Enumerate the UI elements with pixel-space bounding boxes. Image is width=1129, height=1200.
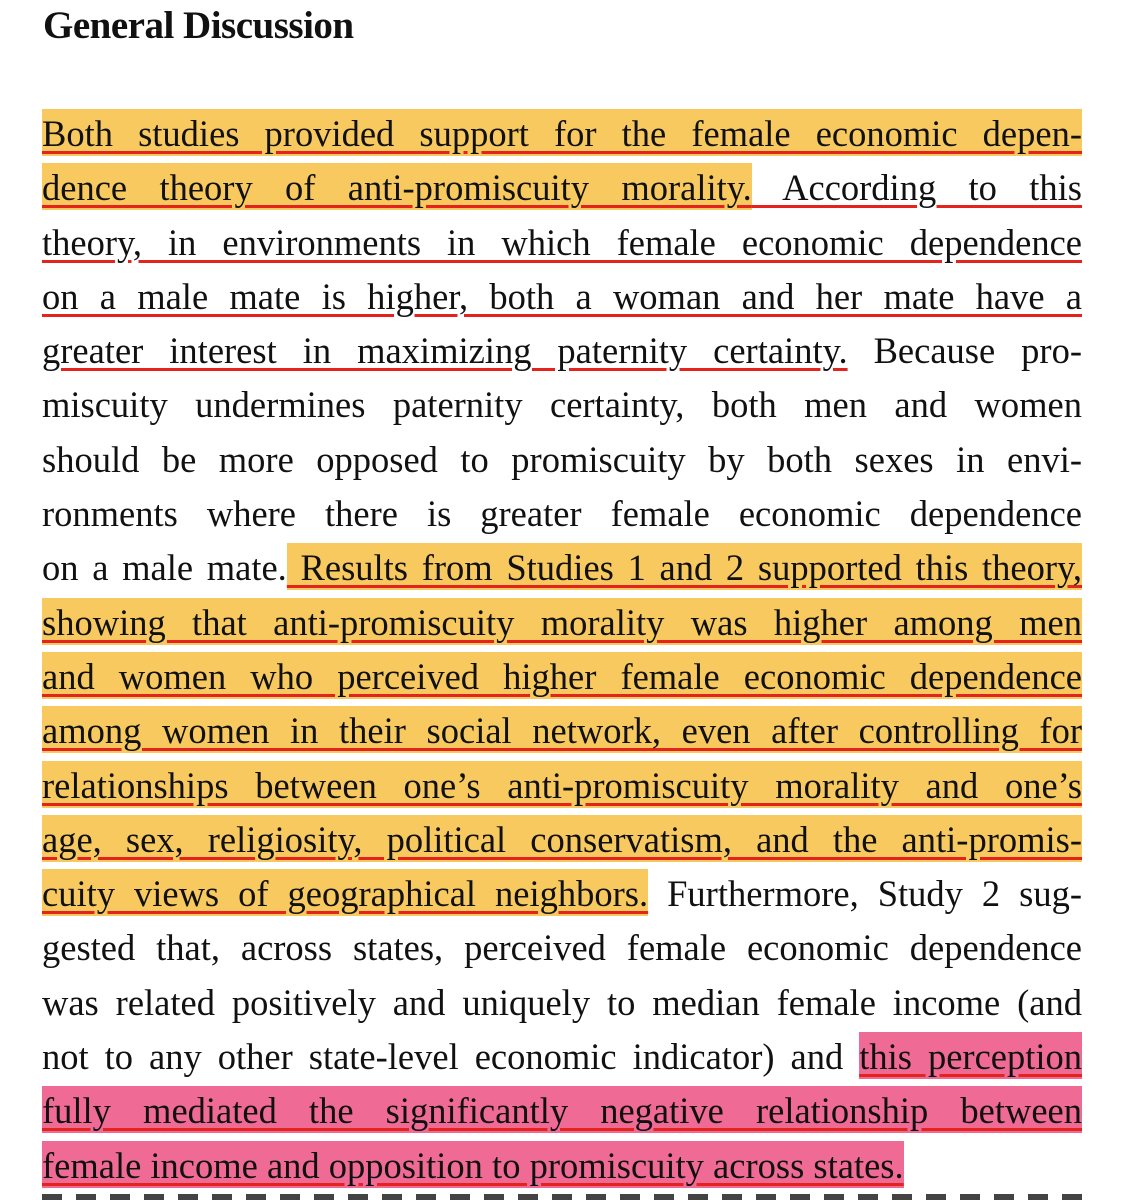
text-line <box>42 487 1082 541</box>
text-line <box>42 161 1082 215</box>
text-line <box>42 541 1082 595</box>
text-line <box>42 433 1082 487</box>
text-line <box>42 1139 1082 1193</box>
text-line <box>42 650 1082 704</box>
highlighted-text-yellow: Results from Studies 1 and 2 supported this theory, <box>287 543 1082 590</box>
highlighted-text-pink: this perception <box>859 1032 1082 1079</box>
text-line <box>42 759 1082 813</box>
text-line <box>42 1030 1082 1084</box>
text-segment: Because pro- <box>847 330 1082 372</box>
underlined-text: According to this <box>751 167 1083 209</box>
text-line <box>42 976 1082 1030</box>
text-line <box>42 107 1082 161</box>
text-segment: miscuity undermines paternity certainty, both men and women <box>42 384 1082 426</box>
text-line <box>42 216 1082 270</box>
highlighted-text-yellow: Both studies provided support for the female economic depen- <box>42 109 1082 156</box>
section-heading: General Discussion <box>43 4 354 47</box>
highlighted-text-yellow: relationships between one’s anti-promiscuity morality and one’s <box>42 761 1082 808</box>
text-segment: not to any other state-level economic indicator) and <box>42 1036 860 1078</box>
text-line <box>42 596 1082 650</box>
text-line <box>42 270 1082 324</box>
highlighted-text-yellow: cuity views of geographical neighbors. <box>42 869 648 916</box>
highlighted-text-yellow: age, sex, religiosity, political conservatism, and the anti-promis- <box>42 815 1082 862</box>
text-segment: gested that, across states, perceived female economic dependence <box>42 927 1082 969</box>
text-line <box>42 813 1082 867</box>
highlighted-text-pink: female income and opposition to promiscuity across states. <box>42 1141 904 1188</box>
highlighted-text-yellow: and women who perceived higher female economic dependence <box>42 652 1082 699</box>
discussion-paragraph <box>42 107 1082 1193</box>
text-line <box>42 324 1082 378</box>
underlined-text: greater interest in maximizing paternity certainty. <box>42 330 848 372</box>
text-segment: Furthermore, Study 2 sug- <box>648 873 1083 915</box>
text-segment: should be more opposed to promiscuity by both sexes in envi- <box>42 438 1082 480</box>
underlined-text: on a male mate is higher, both a woman and her mate have a <box>42 275 1082 317</box>
text-line <box>42 921 1082 975</box>
highlighted-text-yellow: among women in their social network, even after controlling for <box>42 706 1082 753</box>
underlined-text: theory, in environments in which female economic dependence <box>42 221 1082 263</box>
text-segment: on a male mate. <box>42 547 287 589</box>
highlighted-text-pink: fully mediated the significantly negative relationship between <box>42 1086 1082 1133</box>
text-segment: ronments where there is greater female economic dependence <box>42 493 1082 535</box>
highlighted-text-yellow: dence theory of anti-promiscuity morality. <box>42 163 752 210</box>
text-line <box>42 1084 1082 1138</box>
text-line <box>42 378 1082 432</box>
text-line <box>42 704 1082 758</box>
cut-off-next-line <box>42 1188 1082 1200</box>
text-segment: was related positively and uniquely to median female income (and <box>42 981 1082 1023</box>
text-line <box>42 867 1082 921</box>
highlighted-text-yellow: showing that anti-promiscuity morality was higher among men <box>42 598 1082 645</box>
